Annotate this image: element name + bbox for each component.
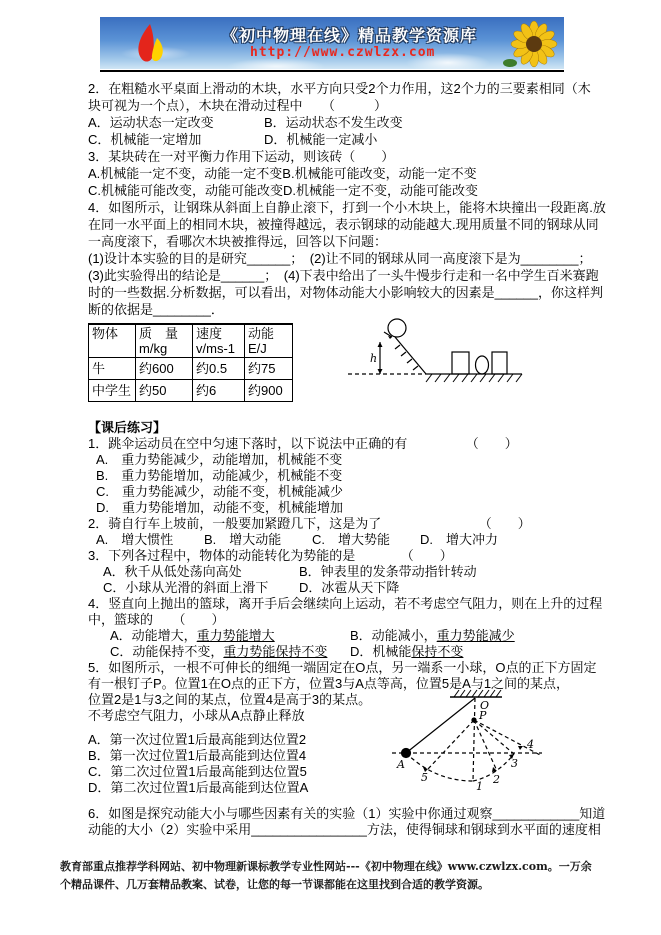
q2-line: 块可视为一个点），木块在滑动过程中 （ ） [88, 98, 388, 113]
point-p-label: P [479, 709, 487, 722]
pos3-label: 3 [511, 757, 518, 770]
q2-option-row [88, 114, 576, 131]
hw-q4-option-row [88, 628, 576, 644]
pos2-label: 2 [493, 773, 500, 786]
hw-q6-line: 动能的大小（2）实验中采用________________方法，使得铜球和钢球到水平面的速度相 [88, 822, 601, 837]
ceiling-hatching [454, 690, 501, 697]
wood-block-icon [492, 352, 507, 374]
hw-q3-line: 3．下列各过程中，物体的动能转化为势能的是 （ ） [88, 548, 453, 563]
table-cell: 约0.5 [193, 358, 245, 380]
ball-icon [402, 749, 411, 758]
option-b: B. 增大动能 [204, 532, 282, 547]
option-b: B．运动状态不发生改变 [264, 115, 403, 130]
nail-point [472, 718, 476, 722]
q2-line: 2．在粗糙水平桌面上滑动的木块，水平方向只受2个力作用，这2个力的三要素相同（木 [88, 81, 591, 96]
table-cell: 约75 [245, 358, 293, 380]
pos1-label: 1 [476, 780, 483, 793]
table-cell: 物体 [89, 324, 136, 358]
option-b: B．动能减小，重力势能减少 [350, 628, 515, 643]
option-c: C.机械能可能改变，动能可能改变 [88, 183, 284, 198]
table-cell: 动能 E/J [245, 324, 293, 358]
q3-option-row [88, 165, 576, 182]
table-row [89, 380, 293, 402]
hw-q4-line: 4．竖直向上抛出的篮球，离开手后会继续向上运动，若不考虑空气阻力，则在上升的过程 [88, 596, 603, 611]
option-c: C. 增大势能 [312, 532, 391, 547]
q2-option-row [88, 131, 576, 148]
table-cell: 中学生 [89, 380, 136, 402]
hw-q5-line: 5．如图所示，一根不可伸长的细绳一端固定在O点，另一端系一小球，O点的正下方固定 [88, 660, 597, 675]
hw-q2-option-row [88, 532, 576, 548]
energy-data-table [88, 323, 293, 402]
homework-heading: 【课后练习】 [88, 420, 167, 435]
incline-experiment-figure [342, 312, 560, 398]
option-c: C. 重力势能减少，动能不变，机械能减少 [96, 484, 344, 499]
sunflower-image [502, 19, 560, 69]
hw-q2-line: 2．骑自行车上坡前，一般要加紧蹬几下，这是为了 （ ） [88, 516, 531, 531]
option-d: D．冰雹从天下降 [299, 580, 400, 595]
option-d: D. 重力势能增加，动能不变，机械能增加 [96, 500, 344, 515]
option-a: A．动能增大，重力势能增大 [110, 628, 275, 643]
q3-option-row [88, 182, 576, 199]
option-c: C．小球从光滑的斜面上滑下 [103, 580, 269, 595]
option-d: D．机械能一定减小 [264, 132, 378, 147]
pos5-label: 5 [421, 771, 428, 784]
banner-title: 《初中物理在线》精品教学资源库 [222, 28, 478, 45]
footer-text: 教育部重点推荐学科网站、初中物理新课标教学专业性网站---《初中物理在线》www.czwlzx.com。一万余个精品课件、几万套精品教案、试卷，让您的每一节课都能在这里找到合适的教学资源。 [60, 860, 592, 891]
table-cell: 约900 [245, 380, 293, 402]
site-logo-icon [126, 20, 174, 68]
option-a: A．秋千从低处荡向高处 [103, 564, 242, 579]
q4-line: 断的依据是________． [88, 302, 224, 317]
option-a: A. 重力势能减少，动能增加，机械能不变 [96, 452, 343, 467]
hw-q6-line: 6．如图是探究动能大小与哪些因素有关的实验（1）实验中你通过观察____________知道 [88, 806, 606, 821]
option-d: D．机械能保持不变 [350, 644, 464, 659]
height-label: h [370, 352, 378, 365]
q3-line: 3．某块砖在一对平衡力作用下运动，则该砖（ ） [88, 149, 395, 164]
banner-url-link[interactable]: http://www.czwlzx.com [250, 45, 436, 60]
option-b: B. 重力势能增加，动能减少，机械能不变 [96, 468, 343, 483]
option-b: B．第一次过位置1后最高能到达位置4 [88, 748, 307, 763]
option-a: A．第一次过位置1后最高能到达位置2 [88, 732, 307, 747]
q4-line: 时的一些数据.分析数据，可以看出，对物体动能大小影响较大的因素是______，你这样判 [88, 285, 603, 300]
wood-block-icon [452, 352, 469, 374]
header-divider [100, 70, 564, 72]
hw-q3-option-row [88, 564, 576, 580]
q4-line: 4．如图所示，让钢珠从斜面上自静止滚下，打到一个小木块上，能将木块撞出一段距离.放 [88, 200, 606, 215]
option-a: A. 增大惯性 [96, 532, 174, 547]
hw-q4-line: 中，篮球的 （ ） [88, 612, 225, 627]
table-cell: 约600 [136, 358, 193, 380]
table-header-row [89, 324, 293, 358]
steel-ball-icon [388, 319, 406, 337]
hw-q5-line: 位置2是1与3之间的某点，位置4是高于3的某点。 [88, 692, 372, 707]
option-a: A.机械能一定不变，动能一定不变 [88, 166, 283, 181]
table-cell: 牛 [89, 358, 136, 380]
option-c: C．动能保持不变，重力势能保持不变 [110, 644, 328, 659]
ground-hatching [426, 374, 522, 382]
hw-q1-line: 1．跳伞运动员在空中匀速下落时，以下说法中正确的有 （ ） [88, 436, 518, 451]
string-line [406, 698, 475, 753]
table-cell: 约50 [136, 380, 193, 402]
hw-q5-line: 不考虑空气阻力，小球从A点静止释放 [88, 708, 305, 723]
table-cell: 质 量 m/kg [136, 324, 193, 358]
option-c: C．机械能一定增加 [88, 132, 202, 147]
table-cell: 约6 [193, 380, 245, 402]
table-cell: 速度 v/ms-1 [193, 324, 245, 358]
point-o-label: O [480, 699, 490, 712]
point-a-label: A [397, 758, 405, 771]
option-b: B.机械能可能改变，动能一定不变 [282, 166, 477, 181]
pendulum-figure [390, 684, 595, 810]
q4-line: 在同一水平面上的相同木块，被撞得越远，表示钢球的动能越大.现用质量不同的钢球从同 [88, 217, 599, 232]
q4-line: (3)此实验得出的结论是______； (4)下表中给出了一头牛慢步行走和一名中学生百米赛跑 [88, 268, 599, 283]
site-banner [100, 17, 564, 69]
option-c: C．第二次过位置1后最高能到达位置5 [88, 764, 307, 779]
hw-q5-line: 有一根钉子P。位置1在O点的正下方，位置3与A点等高，位置5是A与1之间的某点， [88, 676, 570, 691]
hw-q4-option-row [88, 644, 576, 660]
option-a: A．运动状态一定改变 [88, 115, 214, 130]
q4-line: (1)设计本实验的目的是研究______； (2)让不同的钢球从同一高度滚下是为________； [88, 251, 592, 266]
pos4-label: 4 [527, 738, 534, 751]
table-row [89, 358, 293, 380]
option-d: D.机械能一定不变，动能可能改变 [283, 183, 479, 198]
ball-icon [476, 356, 489, 374]
option-d: D．第二次过位置1后最高能到达位置A [88, 780, 309, 795]
q4-line: 一高度滚下，看哪次木块被推得远，回答以下问题： [88, 234, 388, 249]
option-b: B．钟表里的发条带动指针转动 [299, 564, 477, 579]
option-d: D. 增大冲力 [420, 532, 499, 547]
hw-q3-option-row [88, 580, 576, 596]
